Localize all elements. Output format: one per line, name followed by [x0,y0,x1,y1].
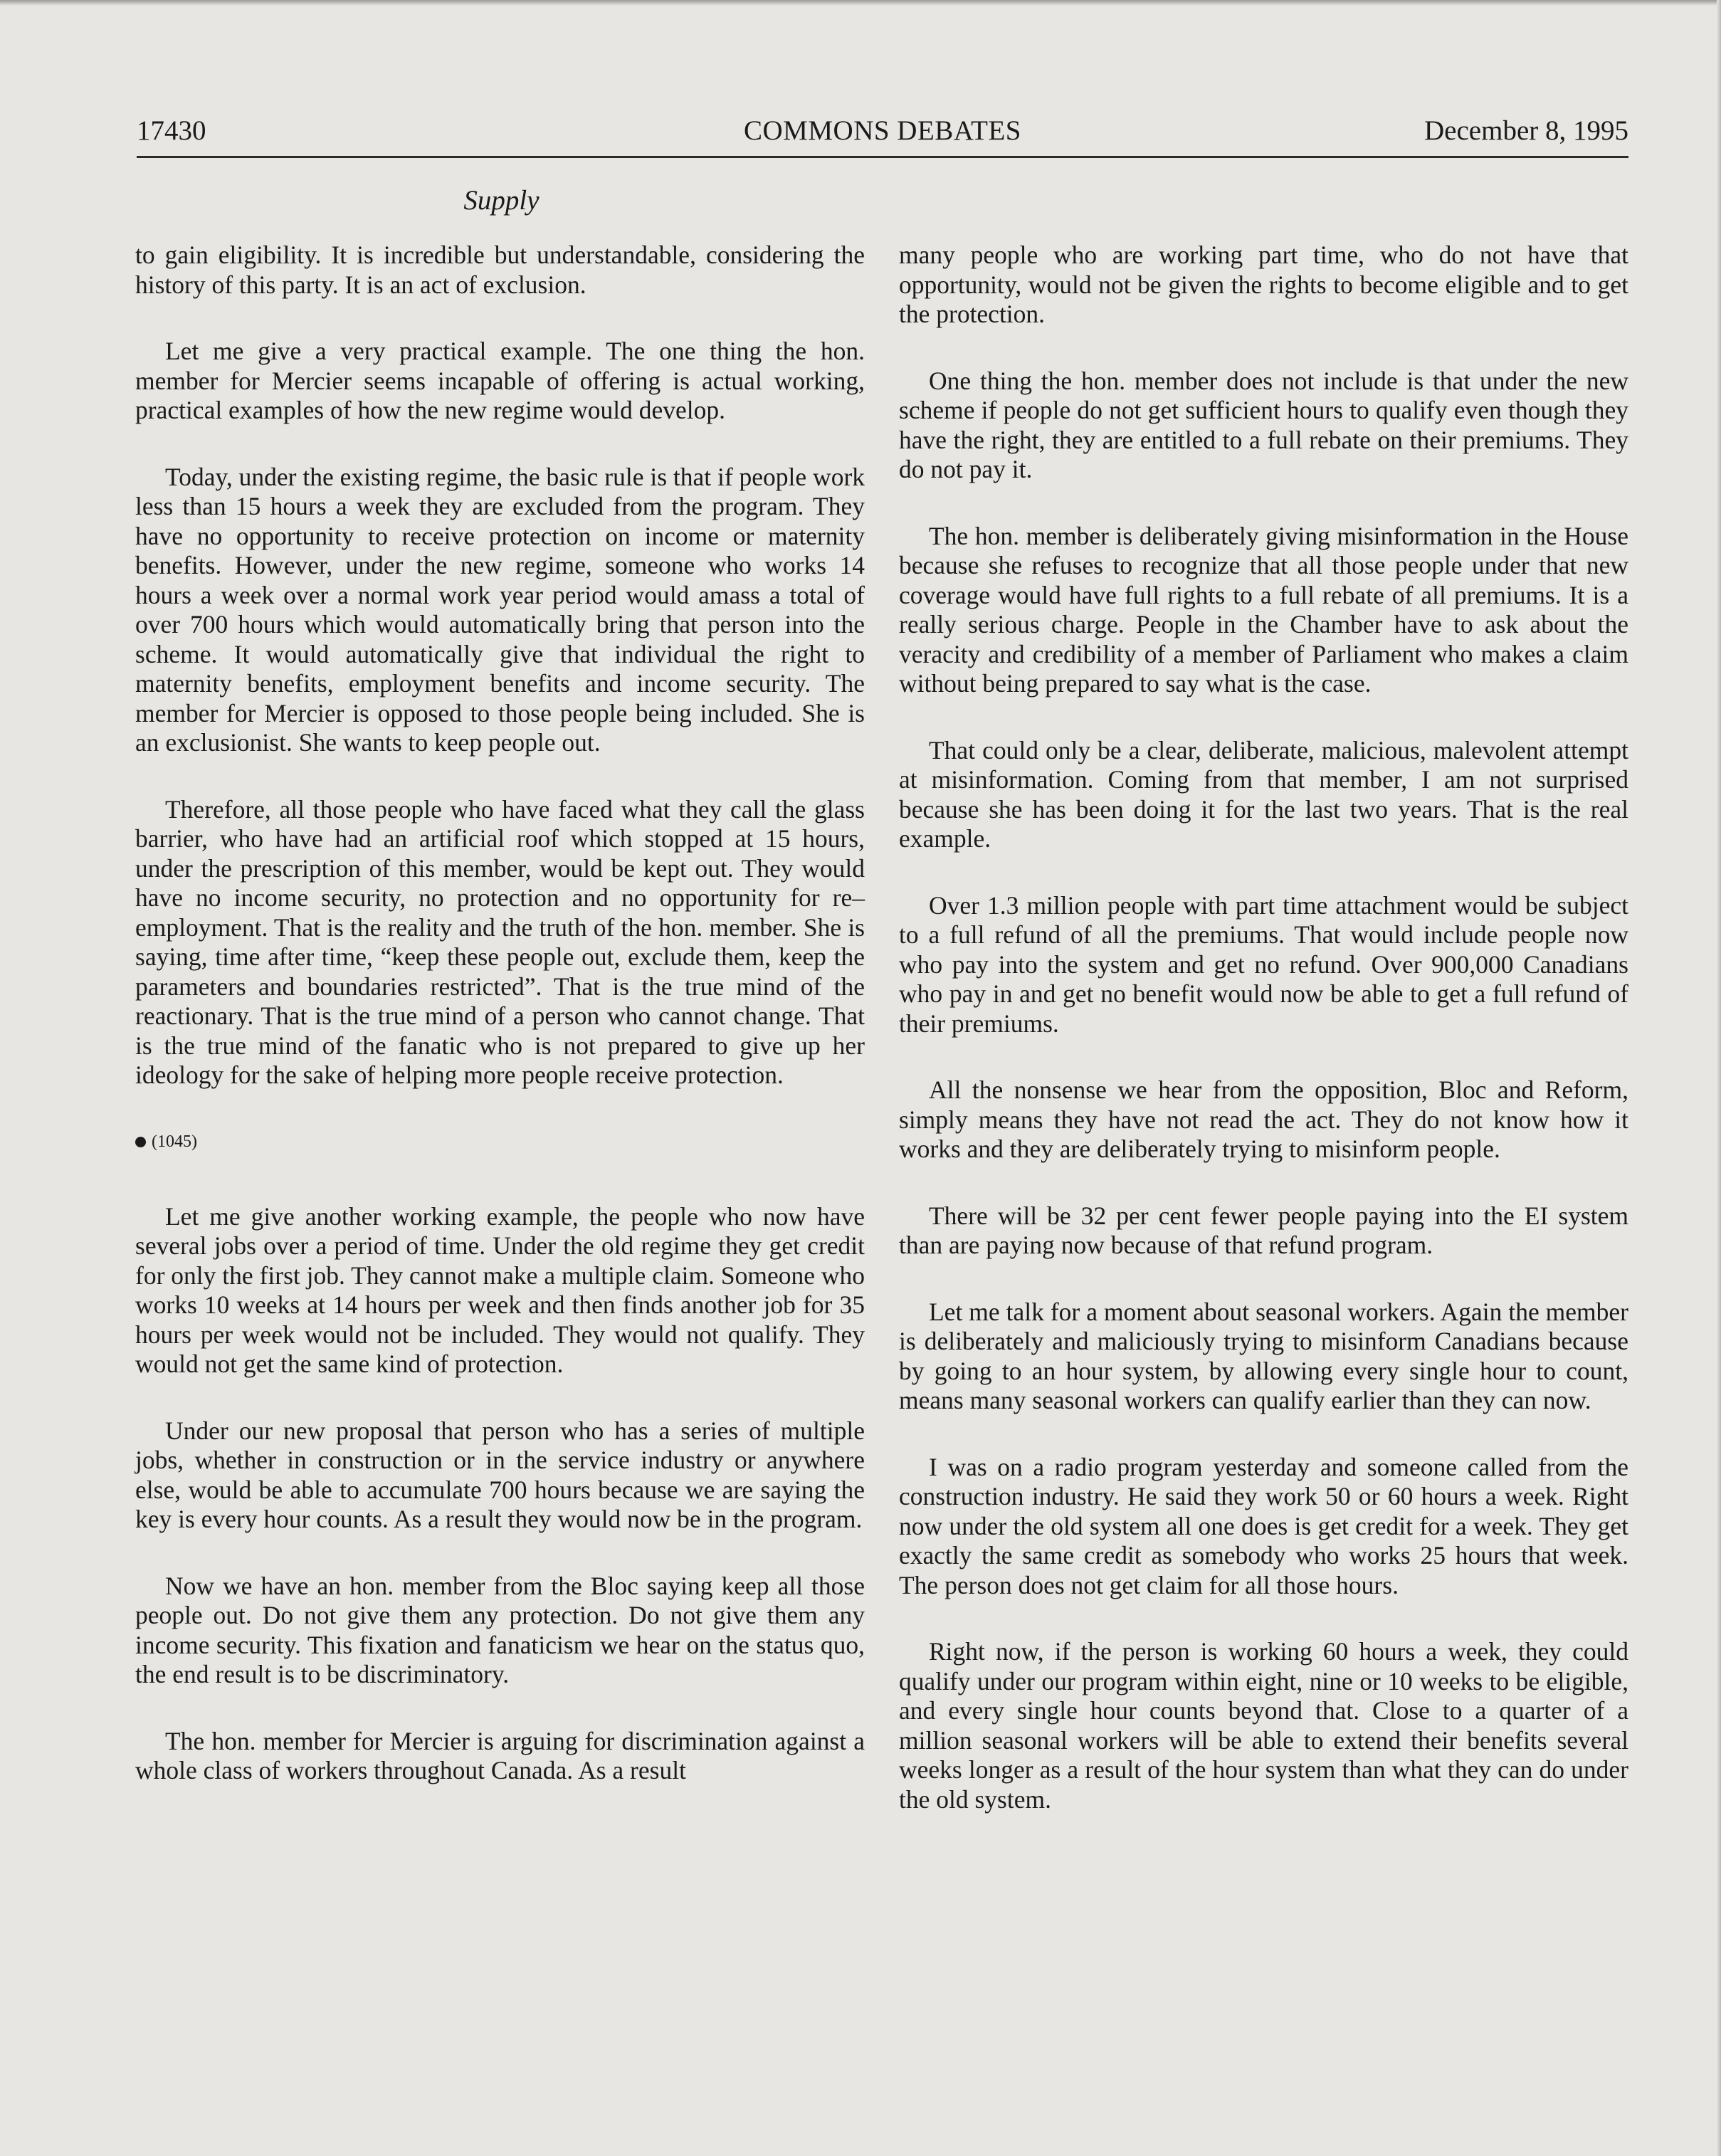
paragraph: There will be 32 per cent fewer people paying into the EI system than are paying now because of that refund program. [899,1201,1628,1259]
paragraph: Over 1.3 million people with part time attachment would be subject to a full refund of all the premiums. That would include people now who pay into the system and get no refund. Over 900,000 Canadians who pay in and get no benefit would now be able to get a full refund of their premiums. [899,890,1628,1038]
paragraph: Therefore, all those people who have faced what they call the glass barrier, who have had an artificial roof which stopped at 15 hours, under the prescription of this member, would be kept out. They would have no income security, no protection and no opportunity for re–employment. That is the reality and the truth of the hon. member. She is saying, time after time, “keep these people out, exclude them, keep the parameters and boundaries restricted”. That is the true mind of the reactionary. That is the true mind of a person who cannot change. That is the true mind of the fanatic who is not prepared to give up her ideology for the sake of helping more people receive protection. [135,794,865,1089]
header-rule [137,156,1628,158]
paragraph: Let me talk for a moment about seasonal workers. Again the member is deliberately and maliciously trying to misinform Canadians because by going to an hour system, by allowing every single hour to count, means many seasonal workers can qualify earlier than they can now. [899,1297,1628,1414]
section-title: Supply [463,185,540,216]
running-head [137,114,1628,157]
journal-title: COMMONS DEBATES [744,115,1021,146]
right-column [899,241,1628,1851]
paragraph: to gain eligibility. It is incredible but understandable, considering the history of this party. It is an act of exclusion. [135,241,865,299]
bullet-icon [135,1137,146,1147]
paragraph: All the nonsense we hear from the opposition, Bloc and Reform, simply means they have not read the act. They do not know how it works and they are deliberately trying to misinform people. [899,1076,1628,1163]
paragraph: Under our new proposal that person who has a series of multiple jobs, whether in construction or in the service industry or anywhere else, would be able to accumulate 700 hours because we are saying the key is every hour counts. As a result they would now be in the program. [135,1416,865,1533]
page-date: December 8, 1995 [1424,115,1628,146]
page-edge [1717,0,1721,2156]
paragraph: Right now, if the person is working 60 hours a week, they could qualify under our program within eight, nine or 10 weeks to be eligible, and every single hour counts beyond that. Close to a quarter of a million seasonal workers will be able to extend their benefits several weeks longer as a result of the hour system than what they can do under the old system. [899,1637,1628,1814]
page-edge [0,0,1721,6]
paragraph: One thing the hon. member does not include is that under the new scheme if people do not get sufficient hours to qualify even though they have the right, they are entitled to a full rebate on their premiums. They do not pay it. [899,366,1628,483]
page-number: 17430 [137,115,206,146]
paragraph: The hon. member is deliberately giving misinformation in the House because she refuses to recognize that all those people under that new coverage would have full rights to a full rebate of all premiums. It is a really serious charge. People in the Chamber have to ask about the veracity and credibility of a member of Parliament who makes a claim without being prepared to say what is the case. [899,521,1628,698]
paragraph: Now we have an hon. member from the Bloc saying keep all those people out. Do not give them any protection. Do not give them any income security. This fixation and fanaticism we hear on the status quo, the end result is to be discriminatory. [135,1571,865,1688]
paragraph: The hon. member for Mercier is arguing for discrimination against a whole class of workers throughout Canada. As a result [135,1726,865,1784]
time-marker-label: (1045) [152,1132,197,1151]
paragraph: Let me give a very practical example. The one thing the hon. member for Mercier seems incapable of offering is actual working, practical examples of how the new regime would develop. [135,337,865,424]
paragraph: Let me give another working example, the people who now have several jobs over a period of time. Under the old regime they get credit for only the first job. They cannot make a multiple claim. Someone who works 10 weeks at 14 hours per week and then finds another job for 35 hours per week would not be included. They would not qualify. They would not get the same kind of protection. [135,1201,865,1378]
paragraph: I was on a radio program yesterday and someone called from the construction industry. He said they work 50 or 60 hours a week. Right now under the old system all one does is get credit for a week. They get exactly the same credit as somebody who works 25 hours that week. The person does not get claim for all those hours. [899,1452,1628,1599]
left-column [135,241,865,1823]
paragraph: Today, under the existing regime, the basic rule is that if people work less than 15 hours a week they are excluded from the program. They have no opportunity to receive protection on income or maternity benefits. However, under the new regime, someone who works 14 hours a week over a normal work year period would amass a total of over 700 hours which would automatically bring that person into the scheme. It would automatically give that individual the right to maternity benefits, employment benefits and income security. The member for Mercier is opposed to those people being included. She is an exclusionist. She wants to keep people out. [135,462,865,757]
paragraph: That could only be a clear, deliberate, malicious, malevolent attempt at misinformation. Coming from that member, I am not surprised because she has been doing it for the last two years. That is the real example. [899,735,1628,853]
time-marker [135,1127,865,1157]
paragraph: many people who are working part time, who do not have that opportunity, would not be given the rights to become eligible and to get the protection. [899,241,1628,328]
